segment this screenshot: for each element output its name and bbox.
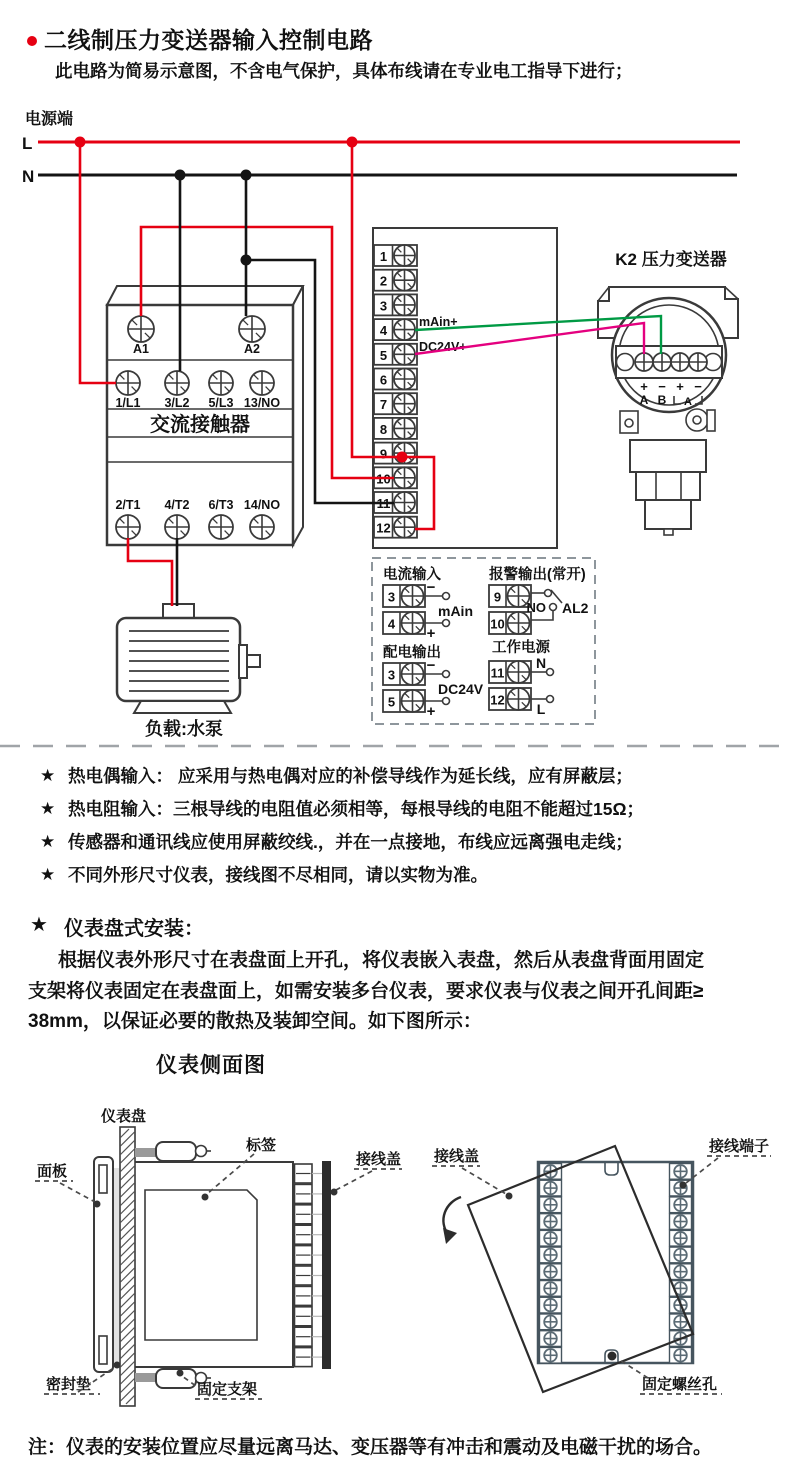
instrument-terminal-block [373, 228, 557, 548]
terminal-number: 9 [379, 446, 388, 462]
fixing-screw [608, 1352, 617, 1361]
junction-dot [347, 137, 358, 148]
bottom-bracket [156, 1369, 196, 1388]
terminal-number: 7 [379, 397, 388, 413]
terminal-number: 8 [379, 421, 388, 437]
main-signal-label: mAin [438, 603, 473, 619]
panel-mount-paragraph [28, 946, 772, 1038]
alarm-output-title: 报警输出(常开) [489, 567, 586, 583]
load-label: 负载:水泵 [145, 719, 223, 739]
terminal5-label: DC24V+ [419, 340, 467, 354]
terminal-letter-b: B [657, 393, 667, 407]
io-terminal-number: 5 [387, 694, 396, 710]
io-terminal-number: 4 [387, 616, 396, 632]
paragraph-line: 根据仪表外形尺寸在表盘面上开孔，将仪表嵌入表盘，然后从表盘背面用固定 [58, 950, 705, 971]
terminal-number: 3 [379, 298, 388, 314]
star-icon: ★ [40, 865, 56, 884]
io-definition-box [372, 558, 595, 724]
terminal-letter-a2: A [684, 396, 692, 408]
page-subtitle: 此电路为简易示意图，不含电气保护，具体布线请在专业电工指导下进行； [55, 61, 633, 81]
wiring-cover-label: 接线盖 [434, 1148, 480, 1165]
label-area [145, 1190, 257, 1340]
wiring-cover-label: 接线盖 [356, 1151, 402, 1168]
contactor-name: 交流接触器 [150, 414, 250, 436]
note-item [40, 766, 770, 787]
terminal-number: 2 [379, 273, 388, 289]
paragraph-line: 支架将仪表固定在表盘面上，如需安装多台仪表，要求仪表与仪表之间开孔间距≥ [28, 980, 704, 1002]
footer-note: 注：仪表的安装位置应尽量远离马达、变压器等有冲击和震动及电磁干扰的场合。 [28, 1437, 713, 1458]
junction-dot [75, 137, 86, 148]
power-terminal-label: 电源端 [25, 111, 74, 128]
panel-mount-heading [30, 912, 204, 941]
io-terminal-number: 9 [493, 589, 502, 605]
notes-list [40, 766, 770, 898]
top-bracket [156, 1142, 196, 1161]
wire-2t1-to-pump [128, 538, 172, 606]
junction-dot [175, 170, 186, 181]
current-input-title: 电流输入 [383, 567, 441, 583]
io-terminal-number: 11 [490, 665, 505, 681]
note-text: 传感器和通讯线应使用屏蔽绞线.，并在一点接地，布线应远离强电走线； [68, 832, 633, 852]
svg-text:+: + [426, 703, 436, 720]
line-l-label: L [22, 134, 33, 153]
output-terminal-label: 4/T2 [164, 498, 190, 512]
tilted-cover [468, 1146, 693, 1392]
panel-board-label: 仪表盘 [101, 1108, 147, 1125]
no-label: NO [526, 600, 546, 615]
terminal-number: 10 [376, 471, 391, 487]
star-icon: ★ [40, 799, 56, 818]
panel-mount-side-view [35, 1107, 402, 1406]
wiring-diagram [0, 95, 790, 755]
terminal-cover-bar [322, 1161, 331, 1369]
rear-view-drawing [432, 1137, 771, 1394]
svg-text:−: − [426, 579, 436, 596]
junction-dot [397, 452, 408, 463]
svg-text:−: − [426, 657, 436, 674]
panel-mount-title: 仪表盘式安装： [64, 918, 204, 940]
terminal-number: 5 [379, 347, 388, 363]
motor-base [134, 701, 231, 713]
terminal-number: 12 [376, 520, 391, 536]
coil-terminal-label: A1 [133, 342, 149, 356]
transmitter-process-conn [645, 500, 691, 529]
bracket-label: 固定支架 [197, 1381, 258, 1398]
front-panel-label: 面板 [37, 1163, 68, 1180]
tag-label: 标签 [246, 1137, 277, 1154]
terminal-letter-a: A [639, 393, 649, 407]
coil-terminal-label: A2 [244, 342, 260, 356]
note-item [40, 799, 770, 820]
note-item [40, 832, 770, 853]
rear-terminal-stack [295, 1164, 323, 1367]
transmitter-neck [630, 440, 706, 472]
sign-minus: − [658, 379, 666, 394]
terminal4-label: mAin+ [419, 315, 458, 329]
line-n-label: N [22, 167, 35, 186]
io-terminal-number: 10 [490, 616, 505, 632]
power-output-title: 配电输出 [383, 645, 441, 661]
star-icon: ★ [40, 766, 56, 785]
dc24v-label: DC24V [438, 681, 484, 697]
sign-minus: − [694, 379, 702, 394]
svg-text:+: + [426, 625, 436, 642]
note-item [40, 865, 770, 886]
contactor-side-face [293, 286, 303, 545]
side-view-diagram [0, 1085, 790, 1430]
transmitter-hex-nut [636, 472, 700, 500]
mount-hole [617, 354, 634, 371]
output-terminal-label: 2/T1 [115, 498, 141, 512]
contactor-top-face [107, 286, 303, 305]
motor-shaft [247, 655, 260, 667]
paragraph-line: 38mm，以保证必要的散热及装卸空间。如下图所示： [28, 1011, 482, 1033]
note-text: 热电偶输入： 应采用与热电偶对应的补偿导线作为延长线，应有屏蔽层； [68, 766, 633, 786]
terminal-number: 6 [379, 372, 388, 388]
note-text: 不同外形尺寸仪表，接线图不尽相同，请以实物为准。 [68, 865, 488, 885]
page-title: 二线制压力变送器输入控制电路 [44, 27, 373, 53]
sign-plus: + [640, 379, 648, 394]
rear-terminal-columns [540, 1164, 692, 1364]
terminal-number: 1 [379, 249, 388, 264]
input-terminal-label: 13/NO [243, 396, 281, 410]
sign-plus: + [676, 379, 684, 394]
screw-hole-label: 固定螺丝孔 [642, 1376, 718, 1393]
terminal-number: 11 [376, 496, 391, 511]
svg-text:N: N [535, 655, 547, 671]
pressure-transmitter [598, 249, 738, 535]
terminal-number: 4 [379, 323, 388, 339]
working-power-title: 工作电源 [492, 640, 550, 656]
power-bus [22, 109, 740, 186]
switch-blade [551, 590, 562, 603]
transmitter-title: K2 压力变送器 [615, 250, 727, 269]
star-icon: ★ [30, 914, 48, 936]
input-terminal-label: 1/L1 [115, 396, 141, 410]
star-icon: ★ [40, 832, 56, 851]
svg-text:L: L [536, 701, 546, 717]
gasket-label: 密封垫 [46, 1376, 92, 1393]
junction-dot [241, 170, 252, 181]
input-terminal-label: 5/L3 [208, 396, 234, 410]
io-terminal-number: 12 [490, 692, 505, 708]
water-pump-motor [117, 604, 260, 739]
io-terminal-number: 3 [387, 667, 396, 683]
output-terminal-label: 14/NO [243, 498, 281, 512]
ac-contactor [107, 286, 303, 545]
red-bullet-icon [27, 36, 37, 46]
note-text: 热电阻输入：三根导线的电阻值必须相等，每根导线的电阻不能超过15Ω； [68, 799, 644, 819]
junction-dot [241, 255, 252, 266]
alarm-label: AL2 [562, 600, 589, 616]
wiring-terminal-label: 接线端子 [709, 1138, 770, 1155]
input-terminal-label: 3/L2 [164, 396, 190, 410]
bracket-screw [196, 1146, 207, 1157]
io-terminal-number: 3 [387, 589, 396, 605]
output-terminal-label: 6/T3 [208, 498, 234, 512]
side-view-title: 仪表侧面图 [156, 1052, 266, 1077]
